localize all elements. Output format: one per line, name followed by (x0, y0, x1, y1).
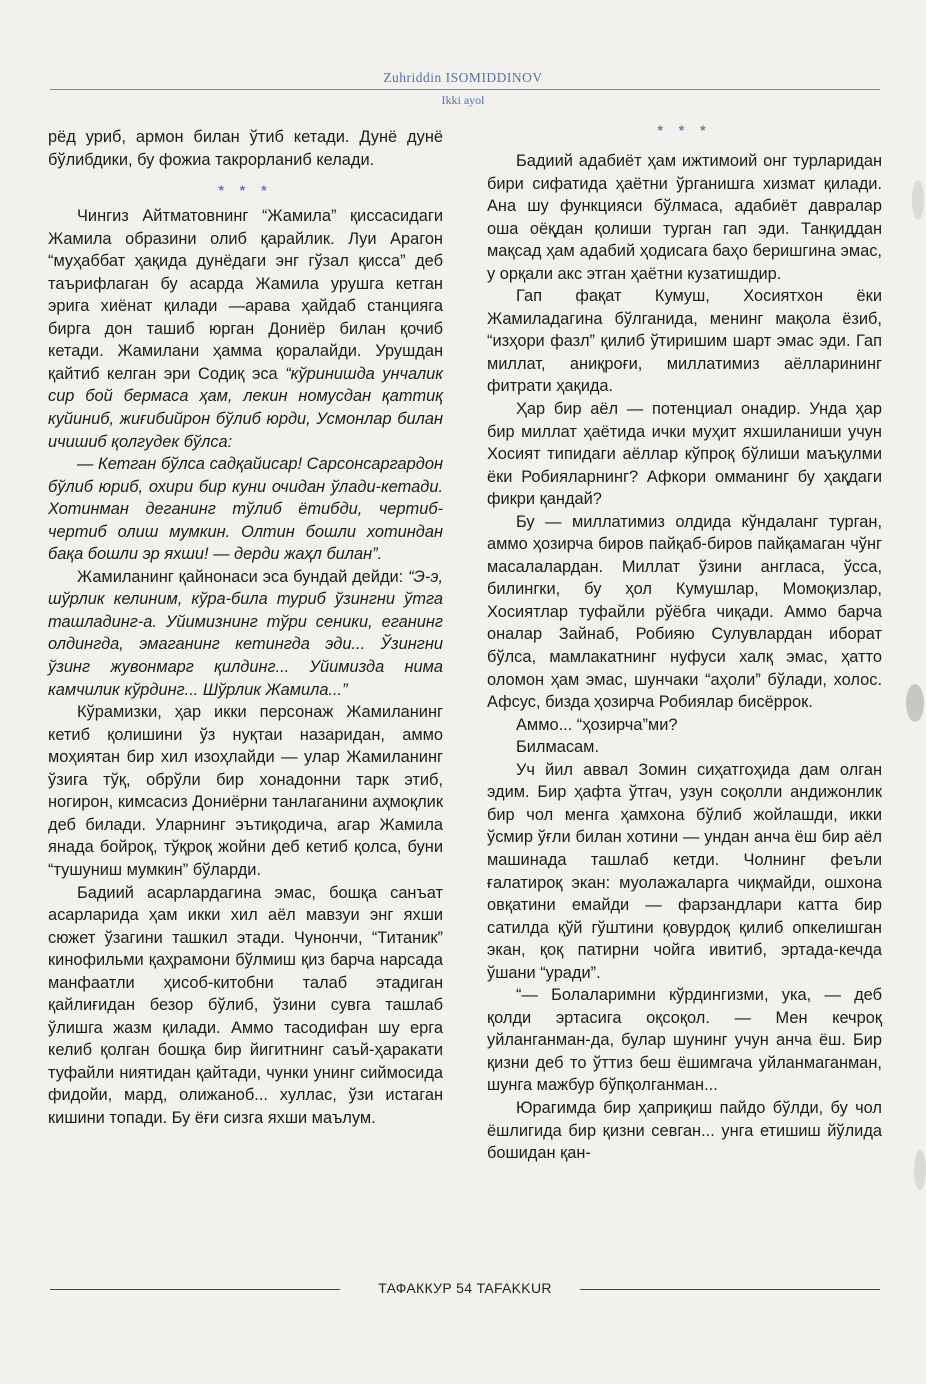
quote-paragraph: — Кетган бўлса садқайисар! Сарсонсаргардон бўлиб юриб, охири бир куни очидан ўлади-кетади. Хотинман деганинг тўлиб ётибди, чертиб-чертиб олиш мумкин. Олтин бошли хотиндан бақа бошли эр яхши! — дерди жаҳл билан”. (48, 455, 443, 564)
paragraph-text: Жамиланинг қайнонаси эса бундай дейди: (77, 567, 404, 586)
section-separator: * * * (657, 122, 712, 138)
paragraph: рёд уриб, армон билан ўтиб кетади. Дунё дунё бўлибдики, бу фожиа такрорланиб келади. (48, 128, 443, 169)
paragraph-text: Чингиз Айтматовнинг “Жамила” қиссасидаги Жамила образини олиб қарайлик. Луи Арагон “муҳаббат ҳақида дунёдаги энг гўзал қисса” деб таърифлаган бу асарда Жамила урушга кетган эрига хиёнат қилади —арава ҳайдаб станцияга бирга дон ташиб юрган Дониёр билан қочиб кетади. Жамилани ҳамма қоралайди. Урушдан қайтиб келган эри Содиқ эса (48, 207, 443, 383)
binding-hole (914, 1150, 926, 1190)
quote-text: “Э-э, шўрлик келиним, кўра-била туриб ўзингни ўтга ташладинг-а. Уйимизнинг тўри сеники, еганинг олдингда, эмаганинг кетингда эди... Ўзингни ўзинг жувонмарг қилдинг... Уйимизда нима камчилик кўрдинг... Шўрлик Жамила...” (48, 567, 443, 699)
paragraph: Гап фақат Кумуш, Хосиятхон ёки Жамиладагина бўлганида, менинг мақола ёзиб, “изҳори фазл” қилиб ўтиришим шарт эмас эди. Гап миллат, аниқроғи, миллатимиз аёлларининг фитрати ҳақида. (487, 287, 882, 396)
section-separator: * * * (218, 182, 273, 199)
quote-text: “кўринишда унчалик сир бой бермаса ҳам, лекин номусдан қаттиқ куйиниб, жиғибийрон бўлиб юрди, Усмонлар билан ичишиб қолгудек бўлса: (48, 364, 443, 451)
footer-page-number: ТАФАККУР 54 TAFAKKUR (378, 1280, 552, 1296)
running-header-author: Zuhriddin ISOMIDDINOV (383, 70, 543, 85)
header-rule (50, 89, 880, 90)
paragraph: Юрагимда бир ҳаприқиш пайдо бўлди, бу чол ёшлигида бир қизни севган... унга етишиш йўлида бошидан қан- (487, 1098, 882, 1163)
right-column (487, 150, 882, 1165)
paragraph: Ҳар бир аёл — потенциал онадир. Унда ҳар бир миллат ҳаётида ички муҳит яхшиланиши учун Хосият типидаги аёллар кўпроқ бўлиши маъқулми ёки Робияларнинг? Афкори омманинг бу ҳақдаги фикри қандай? (487, 400, 882, 509)
binding-hole (912, 180, 924, 220)
paragraph: Кўрамизки, ҳар икки персонаж Жамиланинг кетиб қолишини ўз нуқтаи назаридан, аммо моҳиятан бир хил изоҳлайди — улар Жамиланинг ўзига тўқ, обрўли бир хонадонни тарк этиб, ногирон, кимсасиз Дониёрни танлаганини аҳмоқлик деб билади. Уларнинг эътиқодича, агар Жамила янада бойроқ, тўқроқ жойни деб кетиб қолса, буни “тушуниш мумкин” бўларди. (48, 703, 443, 879)
paragraph: “— Болаларимни кўрдингизми, ука, — деб қолди эртасига оқсоқол. — Мен кечроқ уйланганман-да, булар шунинг учун анча ёш. Бир қизни деб то ўттиз беш ёшимгача уйланмаганман, шунга мажбур бўпқолганман... (487, 986, 882, 1095)
footer-rule-right (580, 1289, 880, 1290)
left-column (48, 126, 443, 1130)
paragraph (48, 205, 443, 453)
paragraph: Аммо... “ҳозирча”ми? (516, 715, 678, 734)
running-header-title: Ikki ayol (441, 93, 485, 107)
paragraph: Бадиий адабиёт ҳам ижтимоий онг турларидан бири сифатида ҳаётни ўрганишга хизмат қилади. Ана шу функцияси бўлмаса, адабиёт давралар оша оёқдан қолиши турган гап эди. Танқиддан мақсад ҳам адабий ҳодисага баҳо беришгина эмас, у орқали акс этган ҳаётни кузатишдир. (487, 152, 882, 283)
binding-hole (906, 684, 924, 722)
paragraph: Билмасам. (516, 738, 599, 757)
paragraph (48, 566, 443, 701)
paragraph: Бу — миллатимиз олдида кўндаланг турган, аммо ҳозирча биров пайқаб-биров пайқамаган чўнг масалалардан. Миллат ўзини англаса, ўсса, билингки, бу ҳол Кумушлар, Момоқизлар, Хосиятлар туфайли рўёбга чиқади. Аммо барча оналар Зайнаб, Робияю Сулувлардан иборат бўлса, мамлакатнинг нуфуси халқ эмас, ҳатто оломон ҳам эмас, шунчаки “аҳоли” бўлади, холос. Афсус, бизда ҳозирча Робиялар бисёррок. (487, 512, 882, 712)
paragraph: Бадиий асарлардагина эмас, бошқа санъат асарларида ҳам икки хил аёл мавзуи энг яхши сюжет ўзагини ташкил этади. Чунончи, “Титаник” кинофильми қаҳрамони бўлмиш қиз барча нарсада манфаатли ҳисоб-китобни талаб этадиган қайлиғидан безор бўлиб, ўзини сувга ташлаб ўлишга жазм қилади. Аммо тасодифан шу ерга келиб қолган бошқа бир йигитнинг саъй-ҳаракати туфайли ниятидан қайтади, чунки унинг сиймосида фидойи, мард, олижаноб... хуллас, ўзи истаган кишини топади. Бу ёғи сизга яхши маълум. (48, 883, 443, 1127)
paragraph: Уч йил аввал Зомин сиҳатгоҳида дам олган эдим. Бир ҳафта ўтгач, узун соқолли андижонлик бир чол менга ҳамхона бўлиб жойлашди, икки ўсмир ўғли билан хотини — ундан анча ёш бир аёл машинада ташлаб кетди. Чолнинг феъли ғалатироқ экан: муолажаларга чиқмайди, ошхона овқатини емайди — фарзандлари катта бир сатилда қўй гўштини қовурдоқ қилиб опкелишган экан, қоқ патирни чойга ивитиб, эртада-кечда ўшани “уради”. (487, 760, 882, 982)
page-footer (50, 1280, 880, 1300)
